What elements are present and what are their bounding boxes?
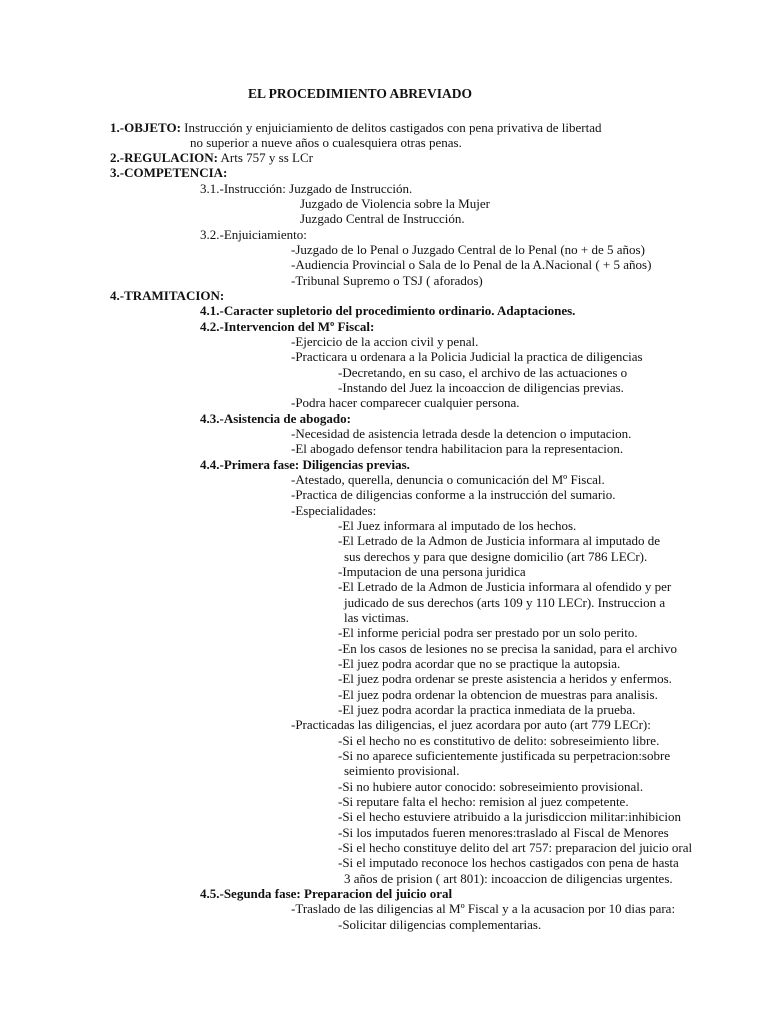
document-line — [338, 748, 670, 763]
document-line — [291, 487, 616, 502]
document-line — [338, 365, 627, 380]
section-heading: 4.-TRAMITACION: — [110, 288, 225, 303]
line-text: -Si el hecho no es constitutivo de delito: sobreseimiento libre. — [338, 733, 660, 748]
document-line — [300, 211, 465, 226]
section-heading: 1.-OBJETO: — [110, 120, 181, 135]
line-text: no superior a nueve años o cualesquiera otras penas. — [190, 135, 462, 150]
document-line — [110, 120, 601, 135]
line-text: -Si el hecho estuviere atribuido a la jurisdiccion militar:inhibicion — [338, 809, 681, 824]
document-title: EL PROCEDIMIENTO ABREVIADO — [248, 86, 473, 101]
line-text: sus derechos y para que designe domicilio (art 786 LECr). — [344, 549, 648, 564]
line-text: -El juez podra ordenar la obtencion de muestras para analisis. — [338, 687, 658, 702]
line-text: -Juzgado de lo Penal o Juzgado Central de lo Penal (no + de 5 años) — [291, 242, 645, 257]
document-line — [200, 303, 575, 318]
document-line — [200, 457, 410, 472]
section-heading: 4.5.-Segunda fase: Preparacion del juicio oral — [200, 886, 453, 901]
section-heading: 2.-REGULACION: — [110, 150, 218, 165]
document-line — [200, 319, 374, 334]
document-line — [291, 334, 478, 349]
document-line — [338, 656, 620, 671]
line-text: -Si el imputado reconoce los hechos castigados con pena de hasta — [338, 855, 679, 870]
document-line — [338, 733, 659, 748]
document-line — [110, 150, 313, 165]
document-line — [338, 702, 635, 717]
line-text: seimiento provisional. — [344, 763, 460, 778]
line-text: -El juez podra acordar que no se practique la autopsia. — [338, 656, 621, 671]
section-heading: 4.3.-Asistencia de abogado: — [200, 411, 351, 426]
line-text: -Si los imputados fueren menores:traslado al Fiscal de Menores — [338, 825, 669, 840]
document-line — [291, 441, 623, 456]
line-text: -Traslado de las diligencias al Mº Fiscal y a la acusacion por 10 dias para: — [291, 901, 676, 916]
document-line — [344, 549, 647, 564]
document-line — [338, 779, 643, 794]
document-line — [338, 794, 629, 809]
line-text: -El juez podra acordar la practica inmediata de la prueba. — [338, 702, 636, 717]
line-text: -Necesidad de asistencia letrada desde la detencion o imputacion. — [291, 426, 632, 441]
line-text: -Solicitar diligencias complementarias. — [338, 917, 542, 932]
document-line — [291, 901, 675, 916]
line-text: -Tribunal Supremo o TSJ ( aforados) — [291, 273, 483, 288]
document-line — [190, 135, 462, 150]
line-text: -Si el hecho constituye delito del art 757: preparacion del juicio oral — [338, 840, 693, 855]
line-text: -En los casos de lesiones no se precisa la sanidad, para el archivo — [338, 641, 677, 656]
document-line — [338, 518, 576, 533]
document-line — [338, 809, 681, 824]
document-line — [291, 273, 483, 288]
document-line — [291, 349, 643, 364]
line-text: -Practica de diligencias conforme a la instrucción del sumario. — [291, 487, 616, 502]
section-heading: 4.4.-Primera fase: Diligencias previas. — [200, 457, 410, 472]
document-line — [338, 855, 679, 870]
document-line — [338, 671, 672, 686]
line-text: -El juez podra ordenar se preste asistencia a heridos y enfermos. — [338, 671, 672, 686]
document-line — [338, 840, 692, 855]
line-text: -Ejercicio de la accion civil y penal. — [291, 334, 479, 349]
document-line — [291, 503, 376, 518]
section-heading: 3.-COMPETENCIA: — [110, 165, 228, 180]
line-text: -Audiencia Provincial o Sala de lo Penal de la A.Nacional ( + 5 años) — [291, 257, 652, 272]
document-line — [200, 181, 412, 196]
document-line — [338, 641, 677, 656]
document-line — [344, 595, 665, 610]
document-line — [291, 395, 519, 410]
line-text: Instrucción y enjuiciamiento de delitos castigados con pena privativa de libertad — [180, 120, 602, 135]
document-line — [338, 564, 526, 579]
document-line — [338, 825, 669, 840]
document-line — [200, 886, 452, 901]
line-text: -Decretando, en su caso, el archivo de las actuaciones o — [338, 365, 628, 380]
document-line — [338, 579, 671, 594]
document-line — [200, 411, 351, 426]
line-text: las victimas. — [344, 610, 409, 625]
line-text: -Si reputare falta el hecho: remision al juez competente. — [338, 794, 629, 809]
document-line — [344, 871, 673, 886]
line-text: 3.1.-Instrucción: Juzgado de Instrucción. — [200, 181, 413, 196]
document-line — [338, 687, 658, 702]
line-text: -El Letrado de la Admon de Justicia informara al ofendido y per — [338, 579, 672, 594]
line-text: Juzgado Central de Instrucción. — [300, 211, 465, 226]
line-text: -Si no hubiere autor conocido: sobreseimiento provisional. — [338, 779, 644, 794]
document-line — [300, 196, 490, 211]
document-line — [338, 380, 624, 395]
line-text: -El Juez informara al imputado de los hechos. — [338, 518, 577, 533]
line-text: -El Letrado de la Admon de Justicia informara al imputado de — [338, 533, 661, 548]
document-line — [344, 610, 409, 625]
section-heading: 4.2.-Intervencion del Mº Fiscal: — [200, 319, 375, 334]
document-line — [344, 763, 460, 778]
document-line — [291, 257, 651, 272]
document-line — [291, 426, 631, 441]
line-text: -Practicadas las diligencias, el juez acordara por auto (art 779 LECr): — [291, 717, 651, 732]
document-line — [110, 165, 227, 180]
document-line — [291, 717, 651, 732]
line-text: 3.2.-Enjuiciamiento: — [200, 227, 307, 242]
line-text: -Podra hacer comparecer cualquier persona. — [291, 395, 520, 410]
document-line — [291, 242, 645, 257]
line-text: -El informe pericial podra ser prestado por un solo perito. — [338, 625, 638, 640]
document-line — [200, 227, 307, 242]
line-text: -Practicara u ordenara a la Policia Judicial la practica de diligencias — [291, 349, 643, 364]
document-line — [338, 533, 660, 548]
line-text: -Instando del Juez la incoaccion de diligencias previas. — [338, 380, 624, 395]
line-text: -El abogado defensor tendra habilitacion para la representacion. — [291, 441, 624, 456]
line-text: Arts 757 y ss LCr — [217, 150, 313, 165]
line-text: -Imputacion de una persona juridica — [338, 564, 526, 579]
section-heading: 4.1.-Caracter supletorio del procedimiento ordinario. Adaptaciones. — [200, 303, 576, 318]
line-text: Juzgado de Violencia sobre la Mujer — [300, 196, 490, 211]
line-text: 3 años de prision ( art 801): incoaccion de diligencias urgentes. — [344, 871, 673, 886]
document-line — [338, 625, 638, 640]
document-line — [110, 288, 224, 303]
line-text: -Atestado, querella, denuncia o comunicación del Mº Fiscal. — [291, 472, 605, 487]
document-line — [291, 472, 605, 487]
document-line — [338, 917, 541, 932]
line-text: judicado de sus derechos (arts 109 y 110 LECr). Instruccion a — [344, 595, 666, 610]
line-text: -Si no aparece suficientemente justificada su perpetracion:sobre — [338, 748, 671, 763]
line-text: -Especialidades: — [291, 503, 377, 518]
